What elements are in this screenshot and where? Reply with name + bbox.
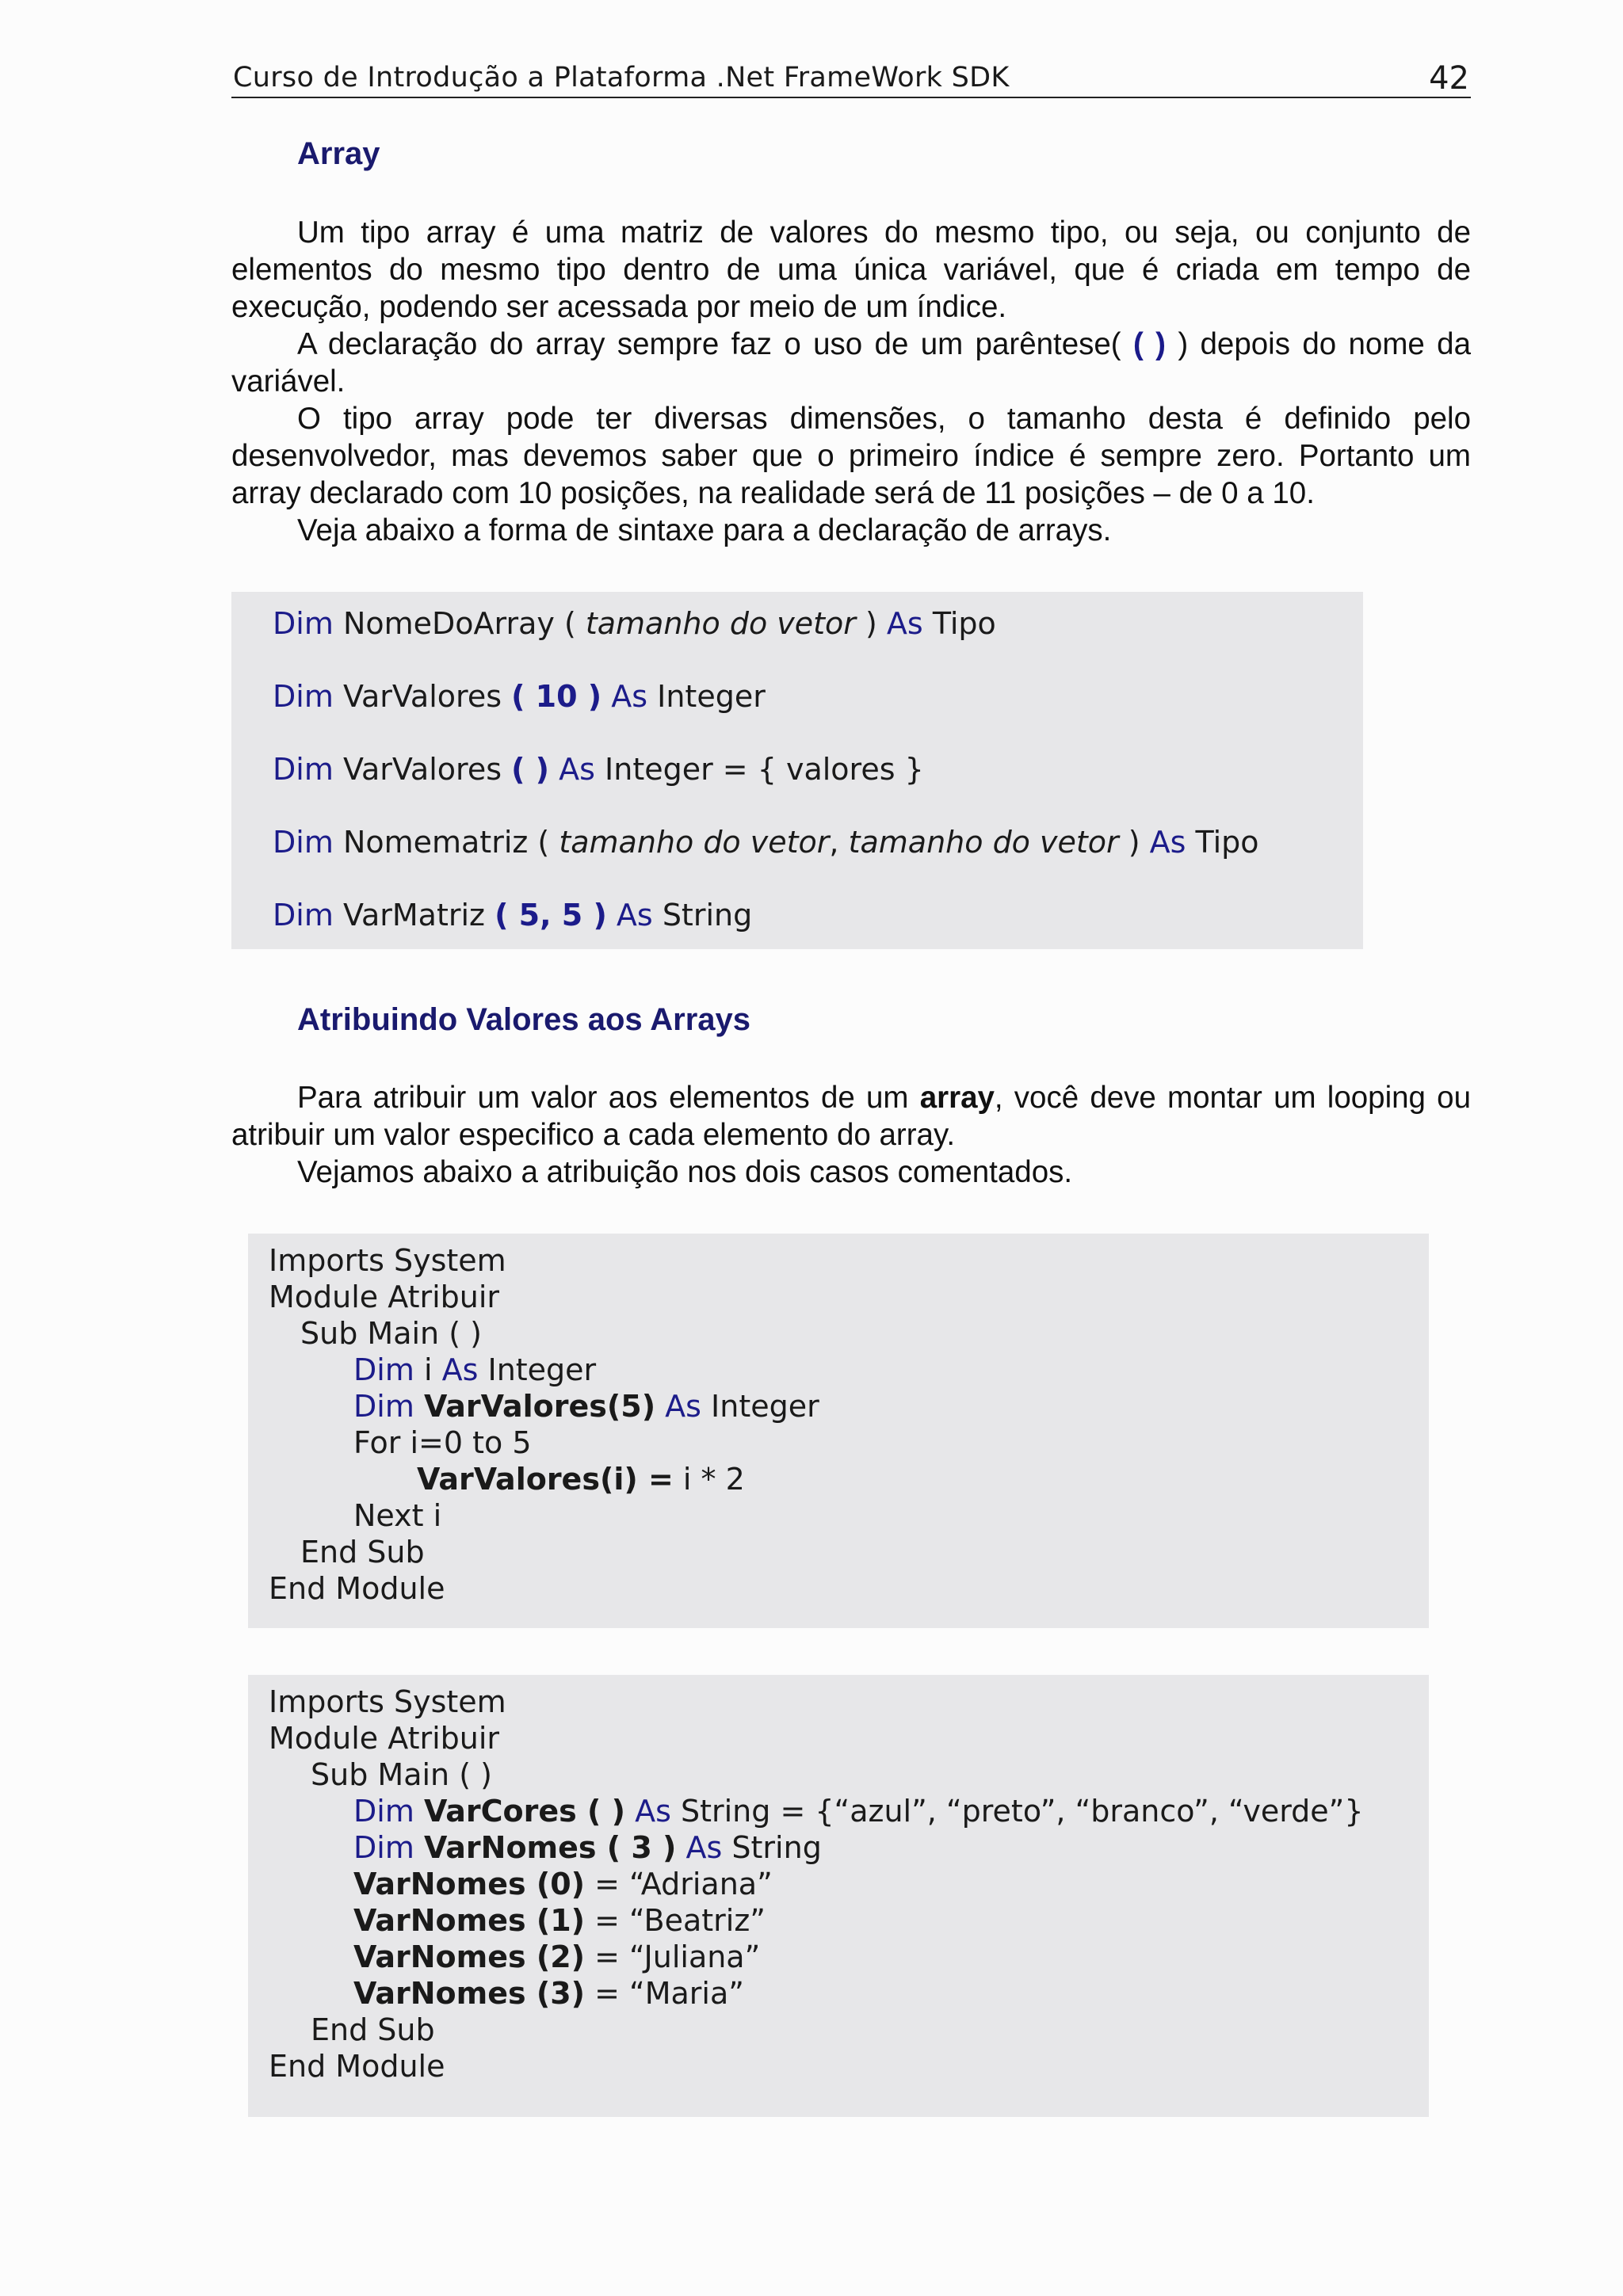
paragraph: Para atribuir um valor aos elementos de um array, você deve montar um looping ou atribuir um valor especifico a cada elemento do array.	[231, 1081, 1471, 1152]
code-line: Imports System	[269, 1243, 506, 1278]
code-line: Dim VarNomes ( 3 ) As String	[353, 1830, 822, 1865]
section1-body	[231, 214, 1471, 549]
code-line: Dim VarValores(5) As Integer	[353, 1389, 819, 1424]
paragraph: O tipo array pode ter diversas dimensões, o tamanho desta é definido pelo desenvolvedor, mas devemos saber que o primeiro índice é sempre zero. Portanto um array declarado com 10 posições, na realidade será de 11 posições – de 0 a 10.	[231, 402, 1471, 510]
section-heading-atribuindo: Atribuindo Valores aos Arrays	[297, 1002, 751, 1037]
code-line: Dim VarCores ( ) As String = {“azul”, “preto”, “branco”, “verde”}	[353, 1794, 1364, 1829]
code-box-loop	[248, 1234, 1429, 1628]
code-line: End Sub	[300, 1535, 425, 1569]
code-line: End Module	[269, 2049, 445, 2084]
page-header	[231, 55, 1471, 98]
code-line: Sub Main ( )	[300, 1316, 482, 1351]
section-heading-array: Array	[297, 136, 380, 171]
code-line: End Module	[269, 1571, 445, 1606]
syntax-code-box	[231, 592, 1363, 949]
code-line: Sub Main ( )	[311, 1757, 492, 1792]
code-line: VarNomes (2) = “Juliana”	[353, 1939, 761, 1974]
header-title: Curso de Introdução a Plataforma .Net FrameWork SDK	[233, 62, 1010, 93]
code-line: Dim VarValores ( 10 ) As Integer	[273, 679, 766, 714]
code-line: Module Atribuir	[269, 1721, 500, 1756]
paragraph: Um tipo array é uma matriz de valores do mesmo tipo, ou seja, ou conjunto de elementos do mesmo tipo dentro de uma única variável, que é criada em tempo de execução, podendo ser acessada por meio de um índice.	[231, 215, 1471, 324]
code-box-direct-assign	[248, 1675, 1429, 2117]
code-line: Dim VarMatriz ( 5, 5 ) As String	[273, 898, 753, 933]
section2-body	[231, 1079, 1471, 1191]
code-line: Module Atribuir	[269, 1280, 500, 1314]
code-line: Dim Nomematriz ( tamanho do vetor, tamanho do vetor ) As Tipo	[273, 825, 1259, 860]
code-line: Imports System	[269, 1684, 506, 1719]
code-line: Dim i As Integer	[353, 1352, 597, 1387]
code-line: Dim VarValores ( ) As Integer = { valores }	[273, 752, 924, 787]
code-line: VarNomes (1) = “Beatriz”	[353, 1903, 766, 1938]
code-line: VarValores(i) = i * 2	[417, 1462, 745, 1497]
page-number: 42	[1429, 60, 1469, 97]
code-line: VarNomes (0) = “Adriana”	[353, 1867, 773, 1901]
parentheses-symbol: ( )	[1121, 327, 1178, 361]
paragraph: A declaração do array sempre faz o uso de um parêntese( ( ) ) depois do nome da variável.	[231, 327, 1471, 399]
code-line: End Sub	[311, 2012, 435, 2047]
paragraph: Veja abaixo a forma de sintaxe para a declaração de arrays.	[297, 513, 1112, 547]
code-line: For i=0 to 5	[353, 1425, 532, 1460]
code-line: Dim NomeDoArray ( tamanho do vetor ) As Tipo	[273, 606, 996, 641]
paragraph: Vejamos abaixo a atribuição nos dois casos comentados.	[297, 1155, 1073, 1189]
code-line: Next i	[353, 1498, 442, 1533]
code-line: VarNomes (3) = “Maria”	[353, 1976, 744, 2011]
